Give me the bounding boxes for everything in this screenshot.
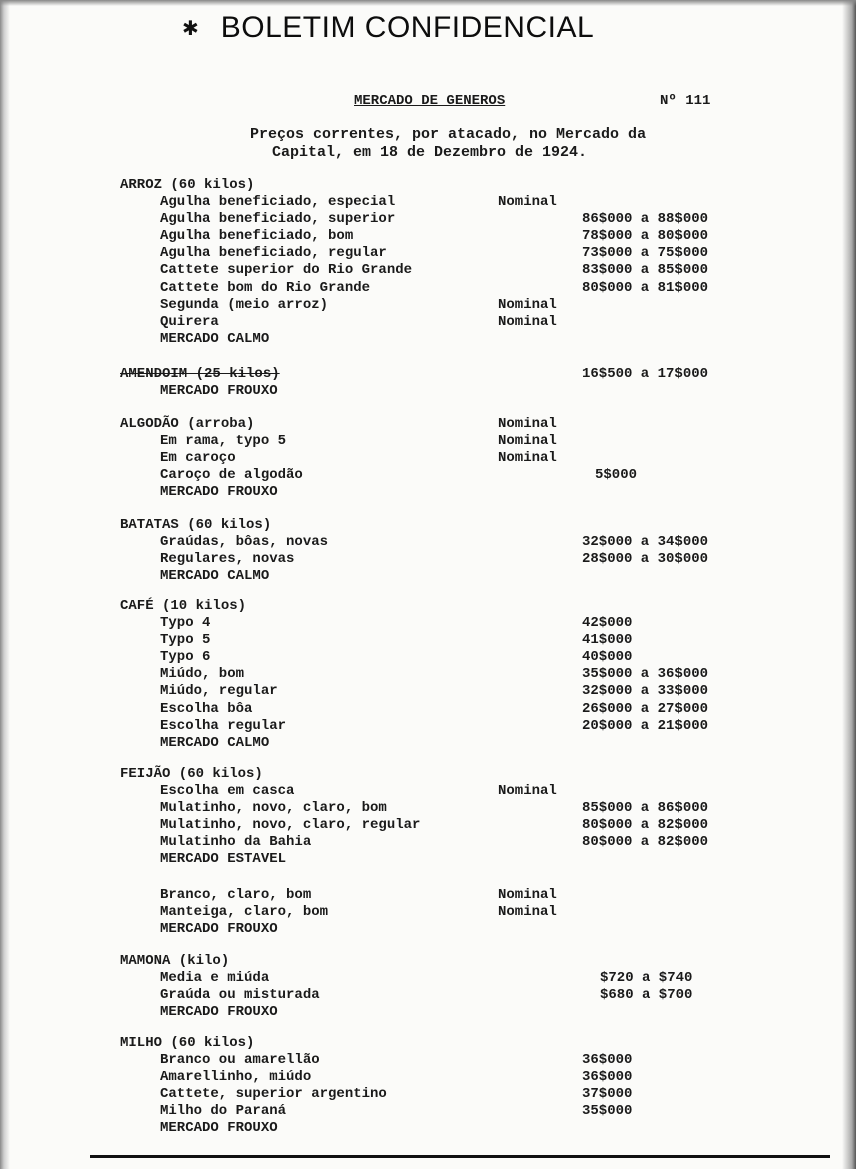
list-item <box>120 450 557 467</box>
item-note: Nominal <box>498 904 557 921</box>
item-price: 35$000 a 36$000 <box>582 666 709 683</box>
section-title: MERCADO DE GENEROS <box>354 93 506 109</box>
item-price: 86$000 a 88$000 <box>582 211 709 228</box>
item-price: 78$000 a 80$000 <box>582 228 709 245</box>
market-status: MERCADO FROUXO <box>160 383 278 400</box>
item-price: 73$000 a 75$000 <box>582 245 709 262</box>
list-item <box>120 717 709 735</box>
market-status: MERCADO FROUXO <box>160 484 278 501</box>
list-item <box>120 467 638 484</box>
item-name: Mulatinho, novo, claro, regular <box>160 817 421 834</box>
list-item <box>120 551 709 568</box>
section-algodao <box>120 416 638 501</box>
item-name: Manteiga, claro, bom <box>160 904 329 921</box>
list-item <box>120 632 633 649</box>
item-price: 20$000 a 21$000 <box>582 717 709 734</box>
scan-edge-top <box>0 0 856 6</box>
item-price: $720 a $740 <box>600 970 693 987</box>
item-price: 26$000 a 27$000 <box>582 700 709 717</box>
section-heading: MILHO (60 kilos) <box>120 1035 255 1051</box>
list-item <box>120 834 709 851</box>
document-title: BOLETIM CONFIDENCIAL <box>220 11 595 44</box>
item-name: Typo 4 <box>160 615 211 632</box>
section-cafe <box>120 598 709 752</box>
section-heading <box>120 366 709 383</box>
item-price: 36$000 <box>582 1052 633 1069</box>
section-note: Nominal <box>498 416 557 432</box>
list-item <box>120 1052 633 1069</box>
item-price: 36$000 <box>582 1069 633 1086</box>
item-price: 37$000 <box>582 1086 633 1103</box>
item-price: 32$000 a 34$000 <box>582 534 709 551</box>
item-note: Nominal <box>498 783 557 800</box>
item-name: Mulatinho da Bahia <box>160 834 312 851</box>
section-feijao <box>120 766 709 869</box>
list-item <box>120 433 557 450</box>
item-price: 28$000 a 30$000 <box>582 551 709 568</box>
item-name: Typo 6 <box>160 649 211 666</box>
list-item <box>120 1069 633 1086</box>
list-item <box>120 1086 633 1103</box>
section-heading: CAFÉ (10 kilos) <box>120 598 247 614</box>
item-name: Quirera <box>160 313 219 330</box>
section-arroz <box>120 177 709 348</box>
item-name: Branco ou amarellão <box>160 1052 320 1069</box>
section-heading: FEIJÃO (60 kilos) <box>120 766 263 782</box>
item-price: 85$000 a 86$000 <box>582 800 709 817</box>
list-item <box>120 970 693 987</box>
section-heading <box>120 416 557 433</box>
footer-rule <box>90 1155 830 1158</box>
list-item <box>120 783 557 800</box>
market-status: MERCADO CALMO <box>160 568 270 585</box>
item-price: 80$000 a 81$000 <box>582 279 709 296</box>
section-amendoim <box>120 366 709 400</box>
list-item <box>120 279 709 297</box>
market-status: MERCADO FROUXO <box>160 921 278 938</box>
item-price: 83$000 a 85$000 <box>582 262 709 279</box>
market-status: MERCADO FROUXO <box>160 1004 278 1021</box>
list-item <box>120 615 633 632</box>
list-item <box>120 534 709 551</box>
list-item <box>120 313 557 331</box>
item-name: Typo 5 <box>160 632 211 649</box>
item-name: Amarellinho, miúdo <box>160 1069 312 1086</box>
market-status: MERCADO FROUXO <box>160 1120 278 1137</box>
scan-edge-left <box>0 0 10 1169</box>
item-name: Escolha regular <box>160 717 287 734</box>
item-name: Agulha beneficiado, superior <box>160 211 396 228</box>
item-name: Milho do Paraná <box>160 1103 287 1120</box>
item-name: Escolha bôa <box>160 700 253 717</box>
item-name: Regulares, novas <box>160 551 295 568</box>
item-name: Agulha beneficiado, bom <box>160 228 354 245</box>
list-item <box>120 683 709 700</box>
market-status: MERCADO ESTAVEL <box>160 851 287 868</box>
item-price: 80$000 a 82$000 <box>582 834 709 851</box>
item-note: Nominal <box>498 433 557 450</box>
market-status: MERCADO CALMO <box>160 330 270 347</box>
section-heading-text: ALGODÃO (arroba) <box>120 416 255 432</box>
item-name: Caroço de algodão <box>160 467 303 484</box>
header <box>182 8 594 48</box>
section-mamona <box>120 953 693 1021</box>
list-item <box>120 987 693 1004</box>
item-note: Nominal <box>498 450 557 467</box>
item-name: Cattete superior do Rio Grande <box>160 262 413 279</box>
list-item <box>120 666 709 683</box>
list-item <box>120 904 557 921</box>
list-item <box>120 194 557 211</box>
item-price: 35$000 <box>582 1103 633 1120</box>
section-heading-text: AMENDOIM (25 kilos) <box>120 366 280 382</box>
list-item <box>120 887 557 904</box>
list-item <box>120 817 709 834</box>
item-name: Cattete bom do Rio Grande <box>160 279 371 296</box>
item-price: 41$000 <box>582 632 633 649</box>
item-name: Media e miúda <box>160 970 270 987</box>
item-name: Mulatinho, novo, claro, bom <box>160 800 387 817</box>
item-note: Nominal <box>498 313 557 330</box>
item-name: Graúda ou misturada <box>160 987 320 1004</box>
market-status: MERCADO CALMO <box>160 734 270 751</box>
section-feijao-cont <box>120 887 557 938</box>
section-heading: BATATAS (60 kilos) <box>120 517 272 533</box>
pin-icon: ✱ <box>182 16 199 40</box>
item-name: Miúdo, bom <box>160 666 245 683</box>
item-name: Segunda (meio arroz) <box>160 296 329 313</box>
lead-line: Capital, em 18 de Dezembro de 1924. <box>272 144 588 161</box>
section-price: 16$500 a 17$000 <box>582 366 709 382</box>
item-price: 5$000 <box>595 467 638 484</box>
item-price: 32$000 a 33$000 <box>582 683 709 700</box>
item-name: Branco, claro, bom <box>160 887 312 903</box>
bulletin-number: Nº 111 <box>660 93 711 109</box>
item-price: 42$000 <box>582 615 633 632</box>
item-name: Cattete, superior argentino <box>160 1086 387 1103</box>
item-name: Agulha beneficiado, regular <box>160 245 387 262</box>
list-item <box>120 211 709 228</box>
item-name: Miúdo, regular <box>160 683 278 700</box>
section-heading: ARROZ (60 kilos) <box>120 177 255 193</box>
list-item <box>120 296 557 314</box>
item-name: Em caroço <box>160 450 236 467</box>
item-name: Agulha beneficiado, especial <box>160 194 396 211</box>
scan-edge-right <box>842 0 856 1169</box>
list-item <box>120 700 709 718</box>
list-item <box>120 262 709 279</box>
item-note: Nominal <box>498 194 557 211</box>
item-name: Em rama, typo 5 <box>160 433 287 450</box>
item-note: Nominal <box>498 296 557 313</box>
item-name: Graúdas, bôas, novas <box>160 534 329 551</box>
list-item <box>120 800 709 817</box>
lead-paragraph <box>250 126 646 162</box>
section-heading: MAMONA (kilo) <box>120 953 230 969</box>
item-note: Nominal <box>498 887 557 903</box>
item-price: $680 a $700 <box>600 987 693 1004</box>
section-batatas <box>120 517 709 585</box>
item-price: 40$000 <box>582 649 633 666</box>
item-price: 80$000 a 82$000 <box>582 817 709 834</box>
item-name: Escolha em casca <box>160 783 295 800</box>
list-item <box>120 228 709 245</box>
section-milho <box>120 1035 633 1138</box>
lead-line: Preços correntes, por atacado, no Mercado da <box>250 126 647 143</box>
list-item <box>120 1103 633 1120</box>
list-item <box>120 649 633 666</box>
list-item <box>120 245 709 262</box>
